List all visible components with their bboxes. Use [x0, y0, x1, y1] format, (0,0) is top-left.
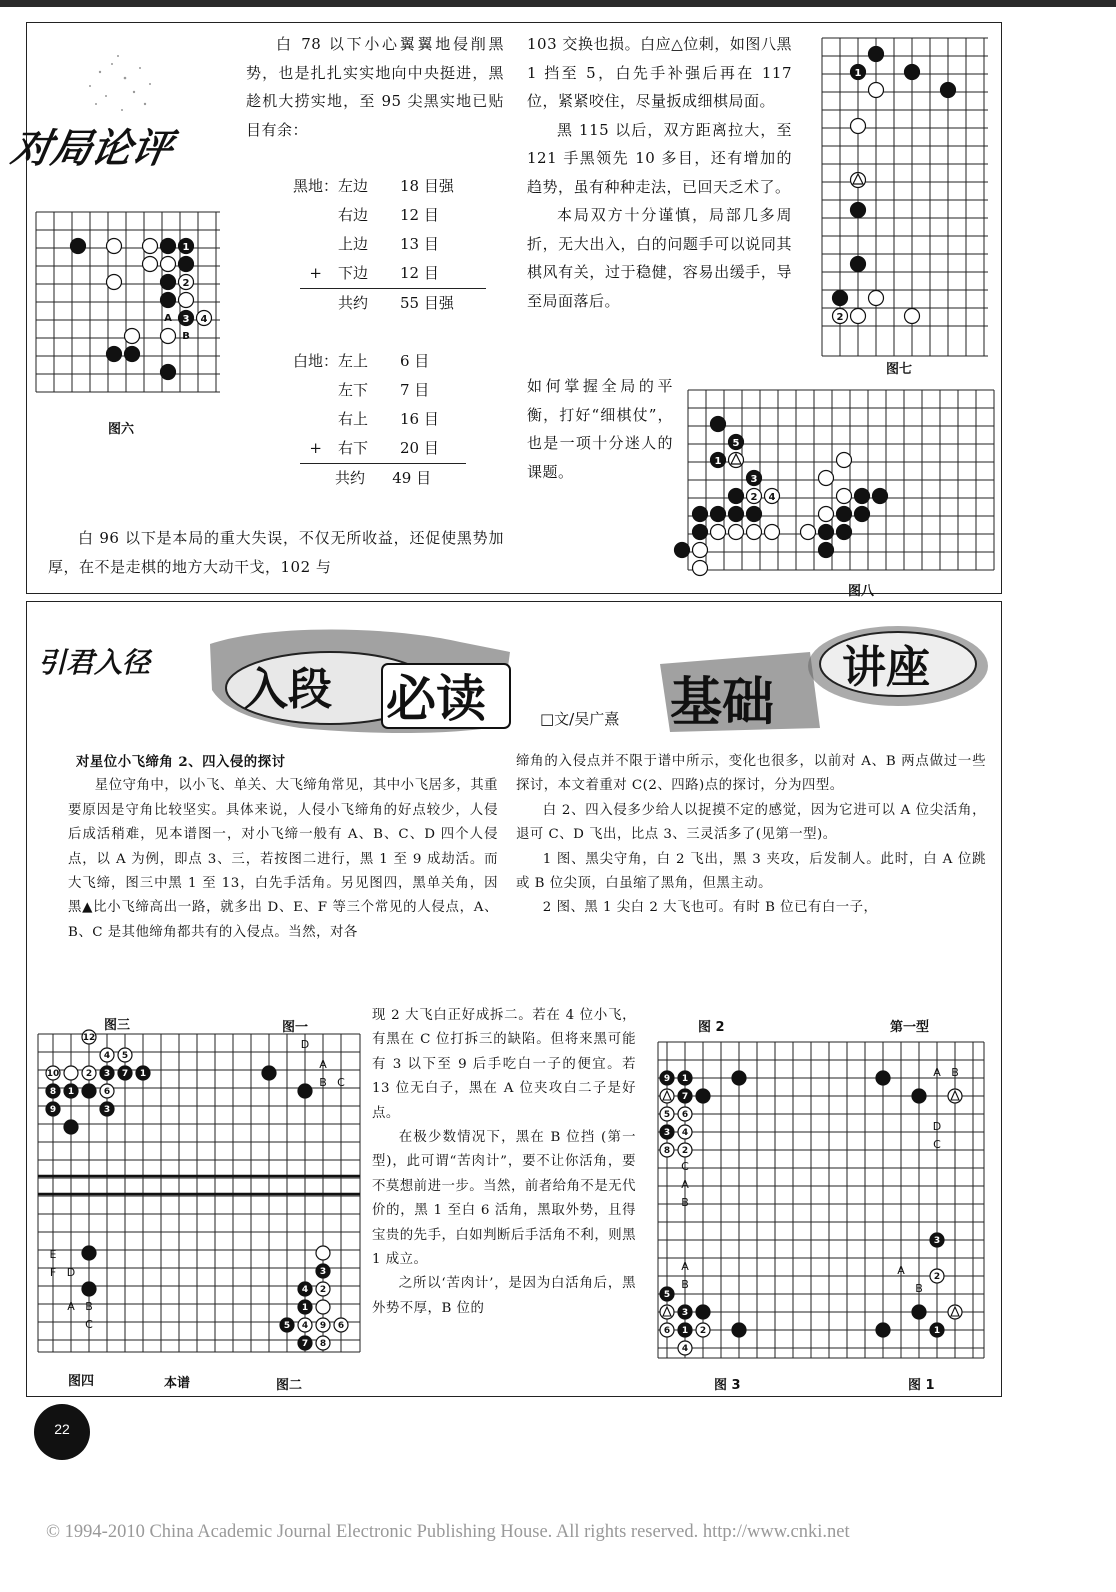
svg-text:B: B [681, 1196, 689, 1209]
svg-text:B: B [182, 331, 190, 342]
svg-text:2: 2 [750, 492, 758, 503]
black-sign [284, 230, 338, 259]
svg-text:A: A [681, 1178, 689, 1191]
black-value: 12 目 [400, 206, 439, 224]
svg-text:D: D [932, 1120, 942, 1133]
svg-text:3: 3 [663, 1128, 671, 1138]
white-row-3 [284, 405, 504, 434]
svg-text:10: 10 [46, 1069, 60, 1079]
svg-text:2: 2 [836, 312, 844, 323]
white-value: 7 目 [400, 381, 430, 399]
svg-text:5: 5 [663, 1290, 671, 1300]
svg-text:3: 3 [103, 1105, 111, 1115]
svg-text:B: B [951, 1066, 959, 1079]
svg-text:1: 1 [854, 68, 862, 79]
svg-text:A: A [67, 1300, 75, 1313]
svg-text:B: B [85, 1300, 93, 1313]
svg-text:A: A [164, 313, 172, 324]
black-label: 黑地： [292, 177, 338, 195]
svg-text:4: 4 [103, 1051, 111, 1061]
figure-benpu-caption: 本谱 [164, 1376, 191, 1391]
banner-left-title: 引君入径 [38, 646, 151, 679]
svg-text:C: C [933, 1138, 941, 1151]
svg-text:2: 2 [182, 278, 190, 289]
black-sign: + [309, 264, 322, 282]
article2-heading: 对星位小飞缔角 2、四入侵的探讨 [76, 754, 286, 770]
white-total-row [300, 463, 466, 493]
svg-text:3: 3 [933, 1236, 941, 1246]
white-value: 20 目 [400, 439, 439, 457]
white-value: 16 目 [400, 410, 439, 428]
black-value: 13 目 [400, 235, 439, 253]
figure-1-caption: 图 1 [908, 1378, 935, 1393]
figure-7-caption: 图七 [886, 362, 913, 377]
black-total: 55 目强 [400, 294, 454, 312]
svg-text:4: 4 [768, 492, 776, 503]
svg-text:1: 1 [301, 1303, 309, 1313]
white-sign [284, 376, 338, 405]
black-value: 12 目 [400, 264, 439, 282]
white-label: 白地： [292, 352, 338, 370]
svg-text:3: 3 [319, 1267, 327, 1277]
article1-column-2-end: 如何掌握全局的平衡，打好“细棋仗”，也是一项十分迷人的课题。 [527, 377, 673, 481]
white-area: 右上 [338, 410, 369, 428]
svg-text:6: 6 [103, 1087, 111, 1097]
svg-text:9: 9 [663, 1074, 671, 1084]
svg-text:4: 4 [301, 1285, 309, 1295]
black-row-2 [284, 201, 504, 230]
black-row-3 [284, 230, 504, 259]
svg-text:7: 7 [121, 1069, 129, 1079]
figure-6-board [30, 206, 230, 406]
svg-text:8: 8 [319, 1339, 327, 1349]
figure-6-caption: 图六 [108, 422, 135, 437]
black-area: 右边 [338, 206, 369, 224]
svg-text:3: 3 [182, 314, 190, 325]
svg-text:1: 1 [681, 1074, 689, 1084]
svg-text:2: 2 [319, 1285, 327, 1295]
svg-text:2: 2 [699, 1326, 707, 1336]
page-number: 22 [34, 1404, 90, 1460]
figure-type1-caption: 第一型 [890, 1020, 930, 1035]
svg-text:2: 2 [933, 1272, 941, 1282]
black-value: 18 目强 [400, 177, 454, 195]
svg-text:E: E [49, 1248, 57, 1261]
svg-text:D: D [300, 1038, 310, 1051]
svg-text:2: 2 [681, 1146, 689, 1156]
figure-tu2-caption: 图二 [276, 1378, 303, 1393]
white-row-2 [284, 376, 504, 405]
svg-text:7: 7 [301, 1339, 309, 1349]
article1-paragraph-1: 白 78 以下小心翼翼地侵削黑势，也是扎扎实实地向中央挺进，黑趁机大捞实地，至 95 尖黑实地已贴目有余： [246, 35, 504, 139]
column-banner [30, 608, 998, 740]
svg-text:A: A [681, 1260, 689, 1273]
black-row-1 [284, 172, 504, 201]
black-area: 左边 [338, 177, 369, 195]
svg-text:C: C [85, 1318, 93, 1331]
banner-title-3: 基础 [670, 673, 775, 733]
svg-text:C: C [681, 1160, 689, 1173]
banner-byline: □文/吴广熹 [540, 710, 620, 728]
white-sign: + [309, 439, 322, 457]
black-row-4 [284, 259, 504, 288]
figure-tu4-caption: 图四 [68, 1374, 95, 1389]
white-value: 6 目 [400, 352, 430, 370]
svg-text:3: 3 [103, 1069, 111, 1079]
svg-text:8: 8 [663, 1146, 671, 1156]
svg-text:12: 12 [82, 1033, 96, 1043]
svg-text:1: 1 [714, 456, 722, 467]
svg-text:6: 6 [337, 1321, 345, 1331]
figure-7-board [816, 32, 996, 358]
logo-text: 对局论评 [7, 125, 176, 172]
svg-text:6: 6 [663, 1326, 671, 1336]
svg-text:A: A [319, 1058, 327, 1071]
copyright-footer: © 1994-2010 China Academic Journal Electronic Publishing House. All rights reserved. http://www.cnki.net [46, 1522, 850, 1542]
white-row-1 [284, 347, 504, 376]
svg-text:9: 9 [319, 1321, 327, 1331]
column-logo [7, 34, 220, 184]
black-total-row [300, 288, 486, 318]
banner-title-2: 必读 [386, 670, 486, 728]
figure-2-caption: 图 2 [698, 1020, 725, 1035]
white-area: 左上 [338, 352, 369, 370]
figure-combined-board-left [36, 1012, 366, 1372]
svg-text:9: 9 [49, 1105, 57, 1115]
svg-text:1: 1 [182, 242, 190, 253]
article2-middle-column: 现 2 大飞白正好成拆二。若在 4 位小飞，有黑在 C 位打拆三的缺陷。但将来黑可能有 3 以下至 9 后手吃白一子的便宜。若 13 位无白子，黑在 A 位夹攻白二子是好点。 在极少数情况下，黑在 B 位挡 (第一型)，此可谓“苦肉计”，要不让你活角，要不莫想前进一步。当然，前者给角不是无代价的，黑 1 至白 6 活角，黑取外势，且得宝贵的先手，白如判断后手活角不利，则黑 1 成立。 之所以‘苦肉计’，是因为白活角后，黑外势不厚，B 位的 [372, 1008, 636, 1316]
territory-table [284, 172, 504, 493]
svg-text:4: 4 [681, 1128, 689, 1138]
figure-tu3-caption: 图三 [104, 1018, 131, 1033]
svg-text:F: F [49, 1266, 57, 1279]
article2-column-2: 缔角的入侵点并不限于谱中所示，变化也很多，以前对 A、B 两点做过一些探讨，本文着重对 C(2、四路)点的探讨，分为四型。 白 2、四入侵多少给人以捉摸不定的感觉，因为它进可以 A 位尖活角，退可 C、D 飞出，比点 3、三灵活多了(见第一型)。 1 图、黑尖守角，白 2 飞出，黑 3 夹攻，后发制人。此时，白 A 位跳或 B 位尖顶，白虽缩了黑角，但黑主动。 2 图、黑 1 尖白 2 大飞也可。有时 B 位已有白一子， [516, 754, 986, 916]
svg-text:4: 4 [200, 314, 208, 325]
white-sign [284, 405, 338, 434]
svg-text:B: B [319, 1076, 327, 1089]
white-row-4 [284, 434, 504, 463]
banner-title-1: 入段 [244, 664, 332, 715]
svg-text:1: 1 [67, 1087, 75, 1097]
svg-text:1: 1 [681, 1326, 689, 1336]
article1-column-2: 103 交换也损。白应△位刺，如图八黑 1 挡至 5，白先手补强后再在 117 位，紧紧咬住，尽量扳成细棋局面。 黑 115 以后，双方距离拉大，至 121 手黑领先 10 多目，还有增加的趋势，虽有种种走法，已回天乏术了。 本局双方十分谨慎，局部几多周折，无大出入，白的问题手可以说同其棋风有关，过于稳健，容易出缓手，导至局面落后。 [527, 35, 792, 310]
svg-text:7: 7 [681, 1092, 689, 1102]
figure-8-caption: 图八 [848, 584, 875, 599]
top-border [0, 0, 1116, 7]
svg-text:1: 1 [139, 1069, 147, 1079]
svg-text:8: 8 [49, 1087, 57, 1097]
svg-text:B: B [915, 1282, 923, 1295]
article1-paragraph-2: 白 96 以下是本局的重大失误，不仅无所收益，还促使黑势加厚，在不是走棋的地方大动干戈，102 与 [48, 529, 504, 576]
svg-text:3: 3 [681, 1308, 689, 1318]
white-area: 左下 [338, 381, 369, 399]
svg-text:5: 5 [121, 1051, 129, 1061]
svg-text:C: C [337, 1076, 345, 1089]
svg-text:2: 2 [85, 1069, 93, 1079]
svg-text:A: A [897, 1264, 905, 1277]
svg-text:6: 6 [681, 1110, 689, 1120]
figure-8-board [680, 384, 996, 584]
black-total-label: 共约 [338, 294, 369, 312]
svg-text:1: 1 [933, 1326, 941, 1336]
figure-3-caption: 图 3 [714, 1378, 741, 1393]
figure-combined-board-right [652, 1012, 988, 1372]
black-area: 上边 [338, 235, 369, 253]
svg-text:A: A [933, 1066, 941, 1079]
white-total: 49 目 [392, 469, 432, 487]
svg-text:B: B [681, 1278, 689, 1291]
svg-text:D: D [66, 1266, 76, 1279]
svg-text:3: 3 [750, 474, 758, 485]
white-area: 右下 [338, 439, 369, 457]
svg-text:4: 4 [681, 1344, 689, 1354]
svg-text:4: 4 [301, 1321, 309, 1331]
article2-intro: 对星位小飞缔角 2、四入侵的探讨 星位守角中，以小飞、单关、大飞缔角常见，其中小飞居多，其重要原因是守角比较坚实。具体来说，人侵小飞缔角的好点较少，人侵后成活稍难，见本谱图一，对小飞缔一般有 A、B、C、D 四个人侵点，以 A 为例，即点 3、三，若按图二进行，黑 1 至 9 成劫活。而大飞缔，图三中黑 1 至 13，白先手活角。另见图四，黑单关角，因黑▲比小飞缔高出一路，就多出 D、E、F 等三个常见的人侵点，A、B、C 是其他缔角都共有的入侵点。当然，对各 [68, 750, 498, 945]
figure-tu1-caption: 图一 [282, 1020, 309, 1035]
svg-text:5: 5 [663, 1110, 671, 1120]
svg-text:5: 5 [732, 438, 740, 449]
svg-text:5: 5 [283, 1321, 291, 1331]
black-sign [284, 201, 338, 230]
banner-title-4: 讲座 [842, 642, 930, 693]
white-total-label: 共约 [335, 469, 366, 487]
black-area: 下边 [338, 264, 369, 282]
